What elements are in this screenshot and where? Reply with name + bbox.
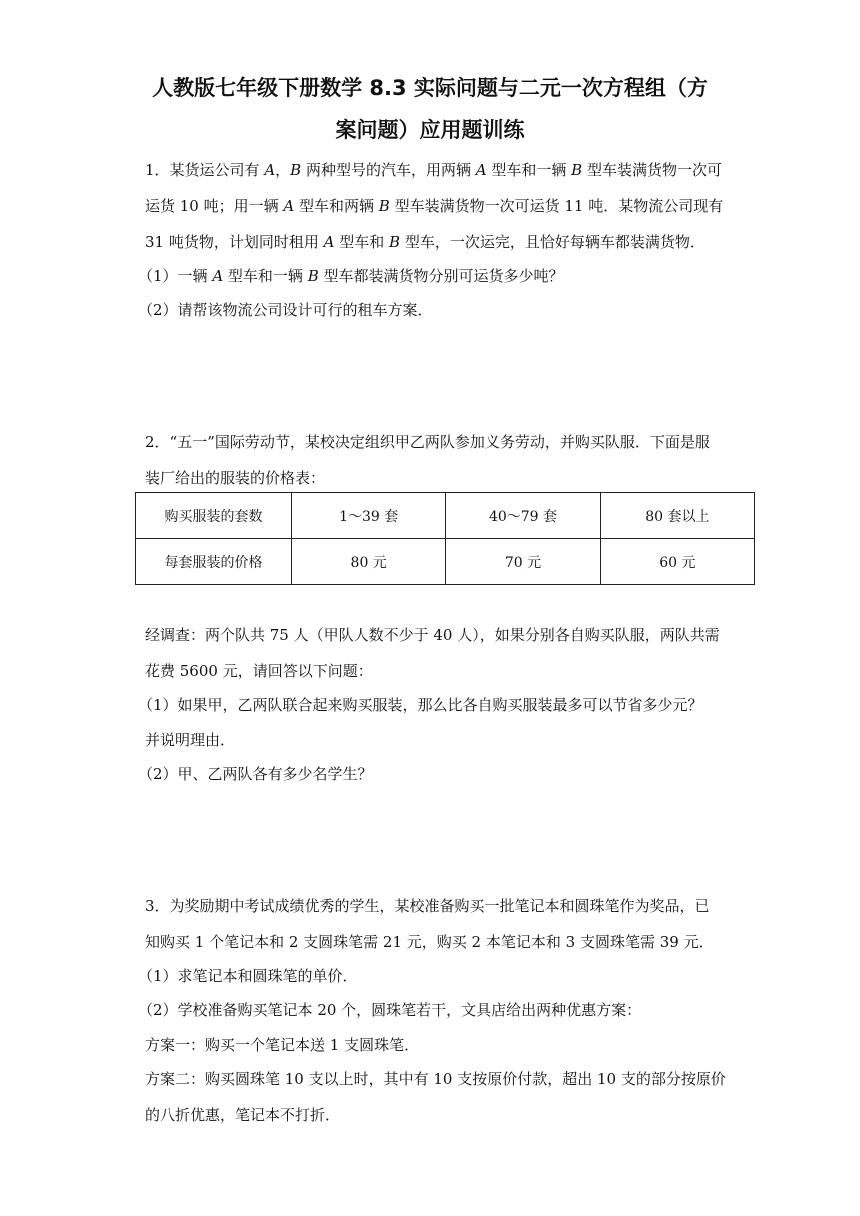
price-table xyxy=(135,492,755,585)
price-table-header-row xyxy=(136,493,755,539)
q1-text-line-3: 31 吨货物，计划同时租用 A 型车和 B 型车，一次运完，且恰好每辆车都装满货物． xyxy=(145,233,705,251)
q2-part-2: （2）甲、乙两队各有多少名学生？ xyxy=(138,765,373,783)
table-cell-price-1: 80 元 xyxy=(292,539,446,585)
q3-text-line-1: 3．为奖励期中考试成绩优秀的学生，某校准备购买一批笔记本和圆珠笔作为奖品，已 xyxy=(145,897,710,915)
q1-text-line-1: 1．某货运公司有 A，B 两种型号的汽车，用两辆 A 型车和一辆 B 型车装满货物一次可 xyxy=(145,161,722,179)
document-title-line-1: 人教版七年级下册数学 8.3 实际问题与二元一次方程组（方 xyxy=(152,76,708,100)
q1-text-line-2: 运货 10 吨；用一辆 A 型车和两辆 B 型车装满货物一次可运货 11 吨．某物流公司现有 xyxy=(145,197,724,215)
document-title-line-2: 案问题）应用题训练 xyxy=(335,118,525,142)
q2-text-line-1: 2．“五一”国际劳动节，某校决定组织甲乙两队参加义务劳动，并购买队服．下面是服 xyxy=(145,433,710,451)
q3-plan-1: 方案一：购买一个笔记本送 1 支圆珠笔． xyxy=(145,1036,420,1054)
q2-part-1: （1）如果甲，乙两队联合起来购买服装，那么比各自购买服装最多可以节省多少元？ xyxy=(138,696,703,714)
q2-part-1-continued: 并说明理由． xyxy=(145,731,236,749)
table-cell-price-2: 70 元 xyxy=(446,539,600,585)
q1-part-2: （2）请帮该物流公司设计可行的租车方案． xyxy=(138,301,433,319)
table-cell-price-label: 每套服装的价格 xyxy=(136,539,292,585)
q3-plan-2-continued: 的八折优惠，笔记本不打折． xyxy=(145,1106,341,1124)
q2-text-line-4: 花费 5600 元，请回答以下问题： xyxy=(145,662,373,680)
q3-text-line-2: 知购买 1 个笔记本和 2 支圆珠笔需 21 元，购买 2 本笔记本和 3 支圆珠笔需 39 元． xyxy=(145,933,714,951)
q2-text-line-2: 装厂给出的服装的价格表： xyxy=(145,469,326,487)
q3-part-2: （2）学校准备购买笔记本 20 个，圆珠笔若干，文具店给出两种优惠方案： xyxy=(138,1001,642,1019)
q1-part-1: （1）一辆 A 型车和一辆 B 型车都装满货物分别可运货多少吨？ xyxy=(138,267,564,285)
price-table-price-row xyxy=(136,539,755,585)
table-cell-range-1: 1～39 套 xyxy=(292,493,446,539)
table-cell-price-3: 60 元 xyxy=(600,539,754,585)
q3-plan-2: 方案二：购买圆珠笔 10 支以上时，其中有 10 支按原价付款，超出 10 支的部分按原价 xyxy=(145,1070,726,1088)
table-cell-quantity-label: 购买服装的套数 xyxy=(136,493,292,539)
table-cell-range-3: 80 套以上 xyxy=(600,493,754,539)
q3-part-1: （1）求笔记本和圆珠笔的单价． xyxy=(138,967,358,985)
table-cell-range-2: 40～79 套 xyxy=(446,493,600,539)
q2-text-line-3: 经调查：两个队共 75 人（甲队人数不少于 40 人），如果分别各自购买队服，两队共需 xyxy=(145,626,720,644)
